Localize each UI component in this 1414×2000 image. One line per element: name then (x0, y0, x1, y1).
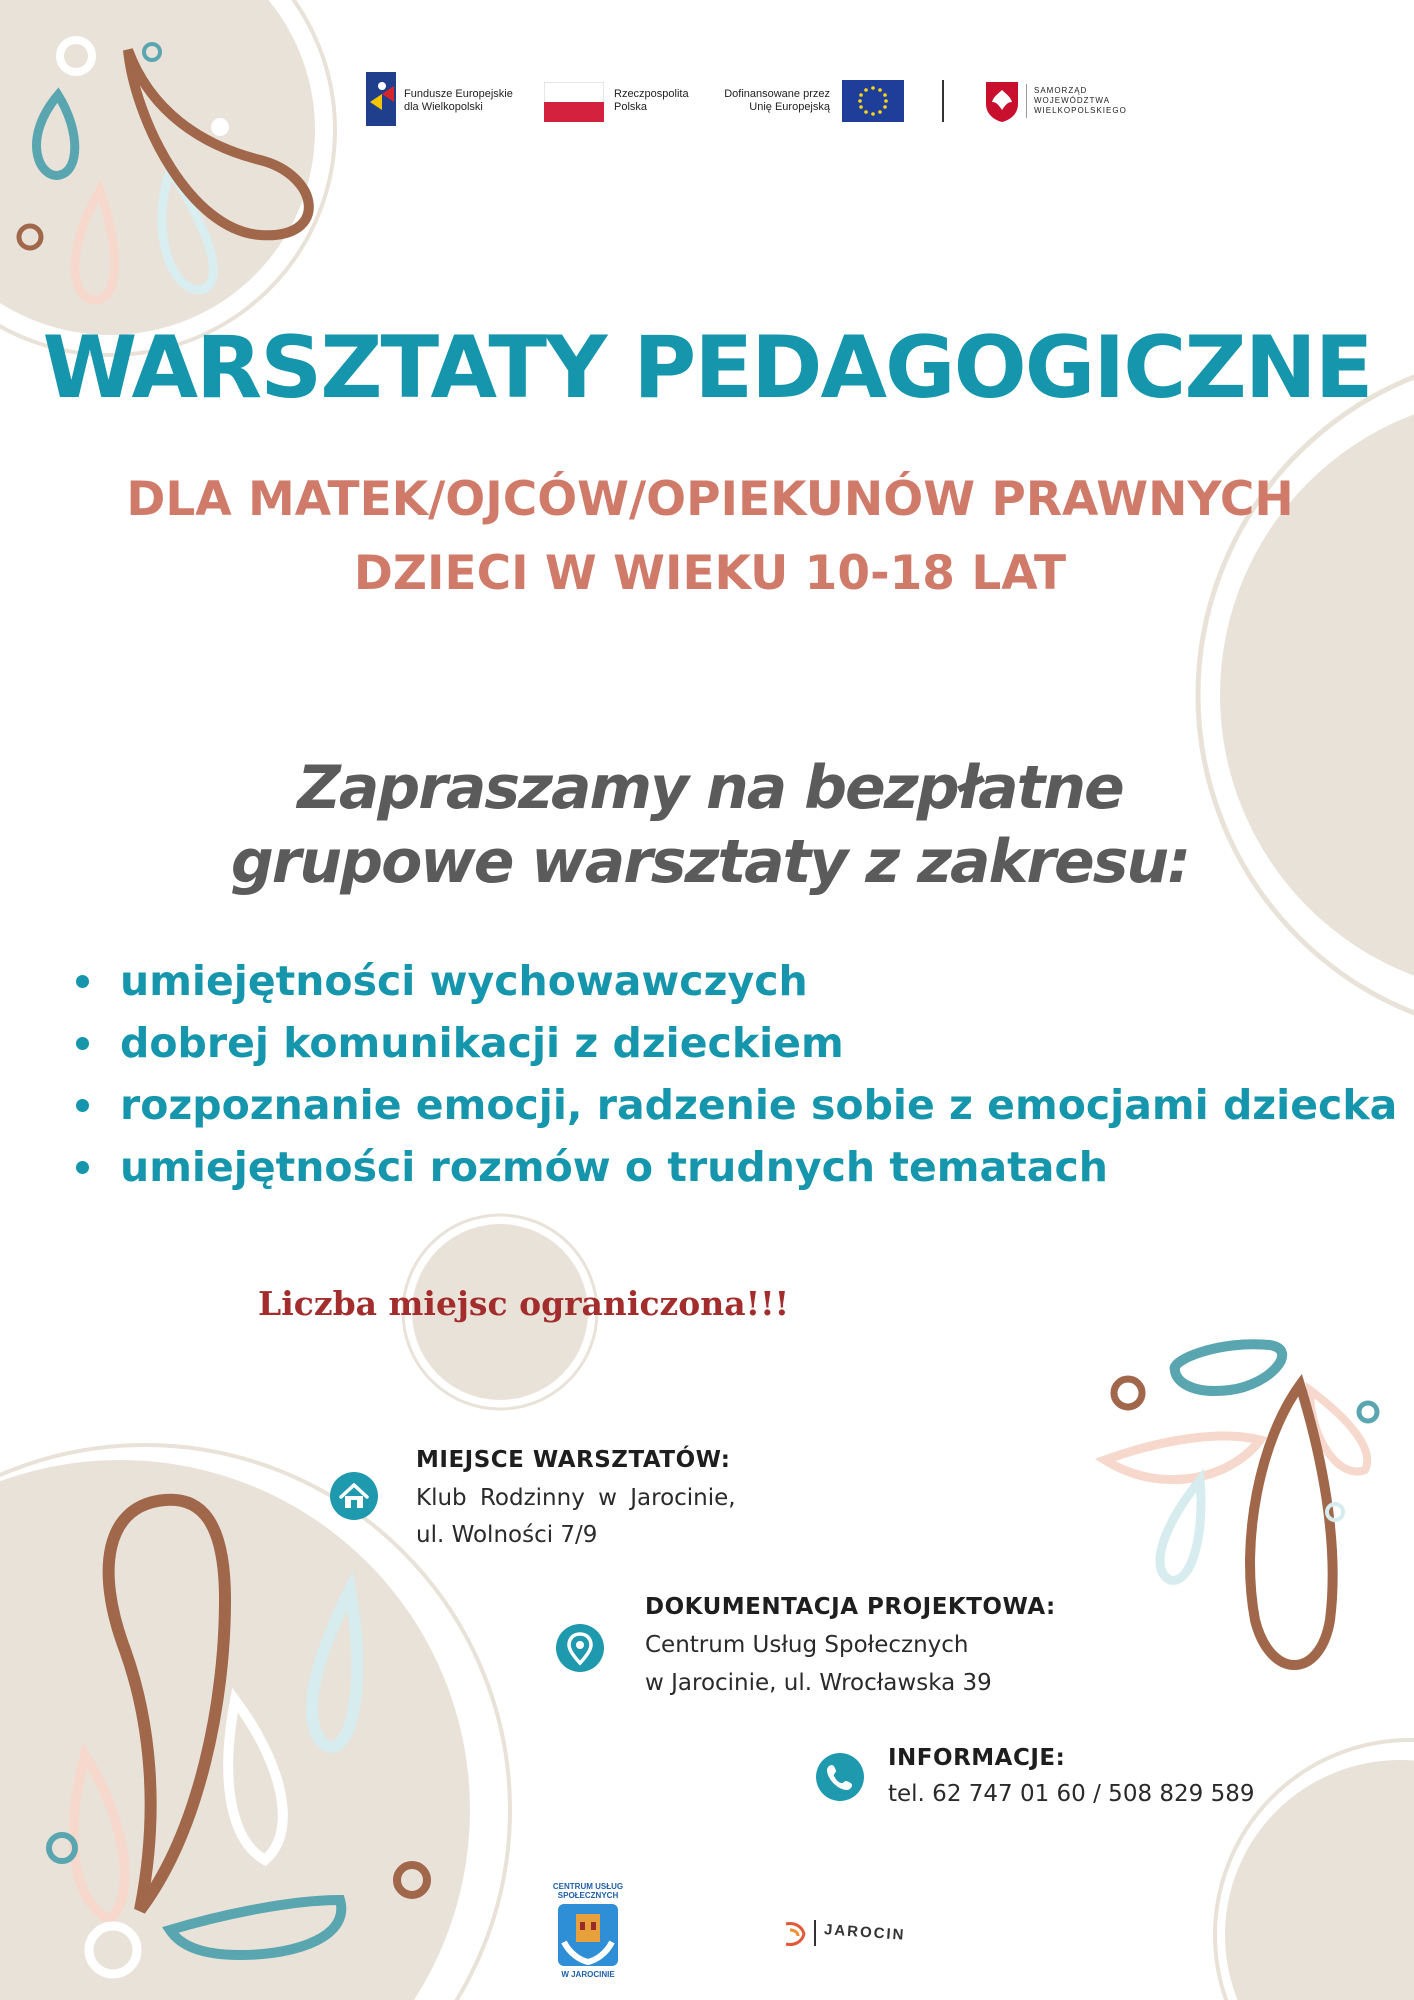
bullet-icon (76, 1099, 89, 1112)
subtitle-line-2: DZIECI W WIEKU 10-18 LAT (353, 546, 1067, 601)
fe-logo-icon (366, 72, 396, 126)
list-item: umiejętności rozmów o trudnych tematach (70, 1136, 1397, 1198)
docs-heading: DOKUMENTACJA PROJEKTOWA: (645, 1594, 1056, 1620)
subtitle-line-1: DLA MATEK/OJCÓW/OPIEKUNÓW PRAWNYCH (126, 472, 1294, 527)
wielkopolska-crest-icon (984, 80, 1020, 122)
list-item: umiejętności wychowawczych (70, 950, 1397, 1012)
invite-line-2: grupowe warsztaty z zakresu: (230, 827, 1190, 897)
bullet-icon (76, 1037, 89, 1050)
eu-flag-icon (842, 80, 904, 122)
polish-flag-icon (544, 82, 604, 122)
limited-seats-notice: Liczba miejsc ograniczona!!! (258, 1284, 790, 1323)
contact-phone: tel. 62 747 01 60 / 508 829 589 (888, 1781, 1255, 1807)
invite-line-1: Zapraszamy na bezpłatne (297, 753, 1123, 823)
phone-icon (816, 1753, 864, 1801)
list-item: dobrej komunikacji z dzieckiem (70, 1012, 1397, 1074)
venue-line-1: Klub Rodzinny w Jarocinie, (416, 1485, 736, 1511)
contact-heading: INFORMACJE: (888, 1745, 1066, 1771)
cus-logo (548, 1882, 628, 1980)
docs-line-2: w Jarocinie, ul. Wrocławska 39 (645, 1670, 992, 1696)
jarocin-logo-icon (782, 1918, 808, 1948)
cus-logo-bottom-text: W JAROCINIE (561, 1970, 615, 1979)
bullet-icon (76, 1161, 89, 1174)
docs-line-1: Centrum Usług Społecznych (645, 1632, 969, 1658)
partner-logos (366, 72, 1136, 132)
bullet-icon (76, 975, 89, 988)
jarocin-logo (782, 1916, 922, 1950)
home-icon (330, 1472, 378, 1520)
map-pin-icon (556, 1624, 604, 1672)
fe-logo-text: Fundusze Europejskie dla Wielkopolski (404, 88, 513, 113)
topics-list (70, 950, 1397, 1198)
venue-line-2: ul. Wolności 7/9 (416, 1522, 598, 1548)
cus-logo-top-text: CENTRUM USŁUG SPOŁECZNYCH (552, 1882, 624, 1900)
ue-logo-text: Dofinansowane przez Unię Europejską (724, 88, 830, 113)
cus-emblem-icon (556, 1902, 620, 1968)
jarocin-logo-text: JAROCIN (823, 1921, 907, 1944)
rp-logo-text: Rzeczpospolita Polska (614, 88, 689, 113)
page-title: WARSZTATY PEDAGOGICZNE (42, 318, 1372, 418)
venue-heading: MIEJSCE WARSZTATÓW: (416, 1447, 731, 1473)
list-item: rozpoznanie emocji, radzenie sobie z emocjami dziecka (70, 1074, 1397, 1136)
sw-logo-text: SAMORZĄD WOJEWÓDZTWA WIELKOPOLSKIEGO (1034, 86, 1127, 115)
logo-divider (942, 80, 944, 122)
